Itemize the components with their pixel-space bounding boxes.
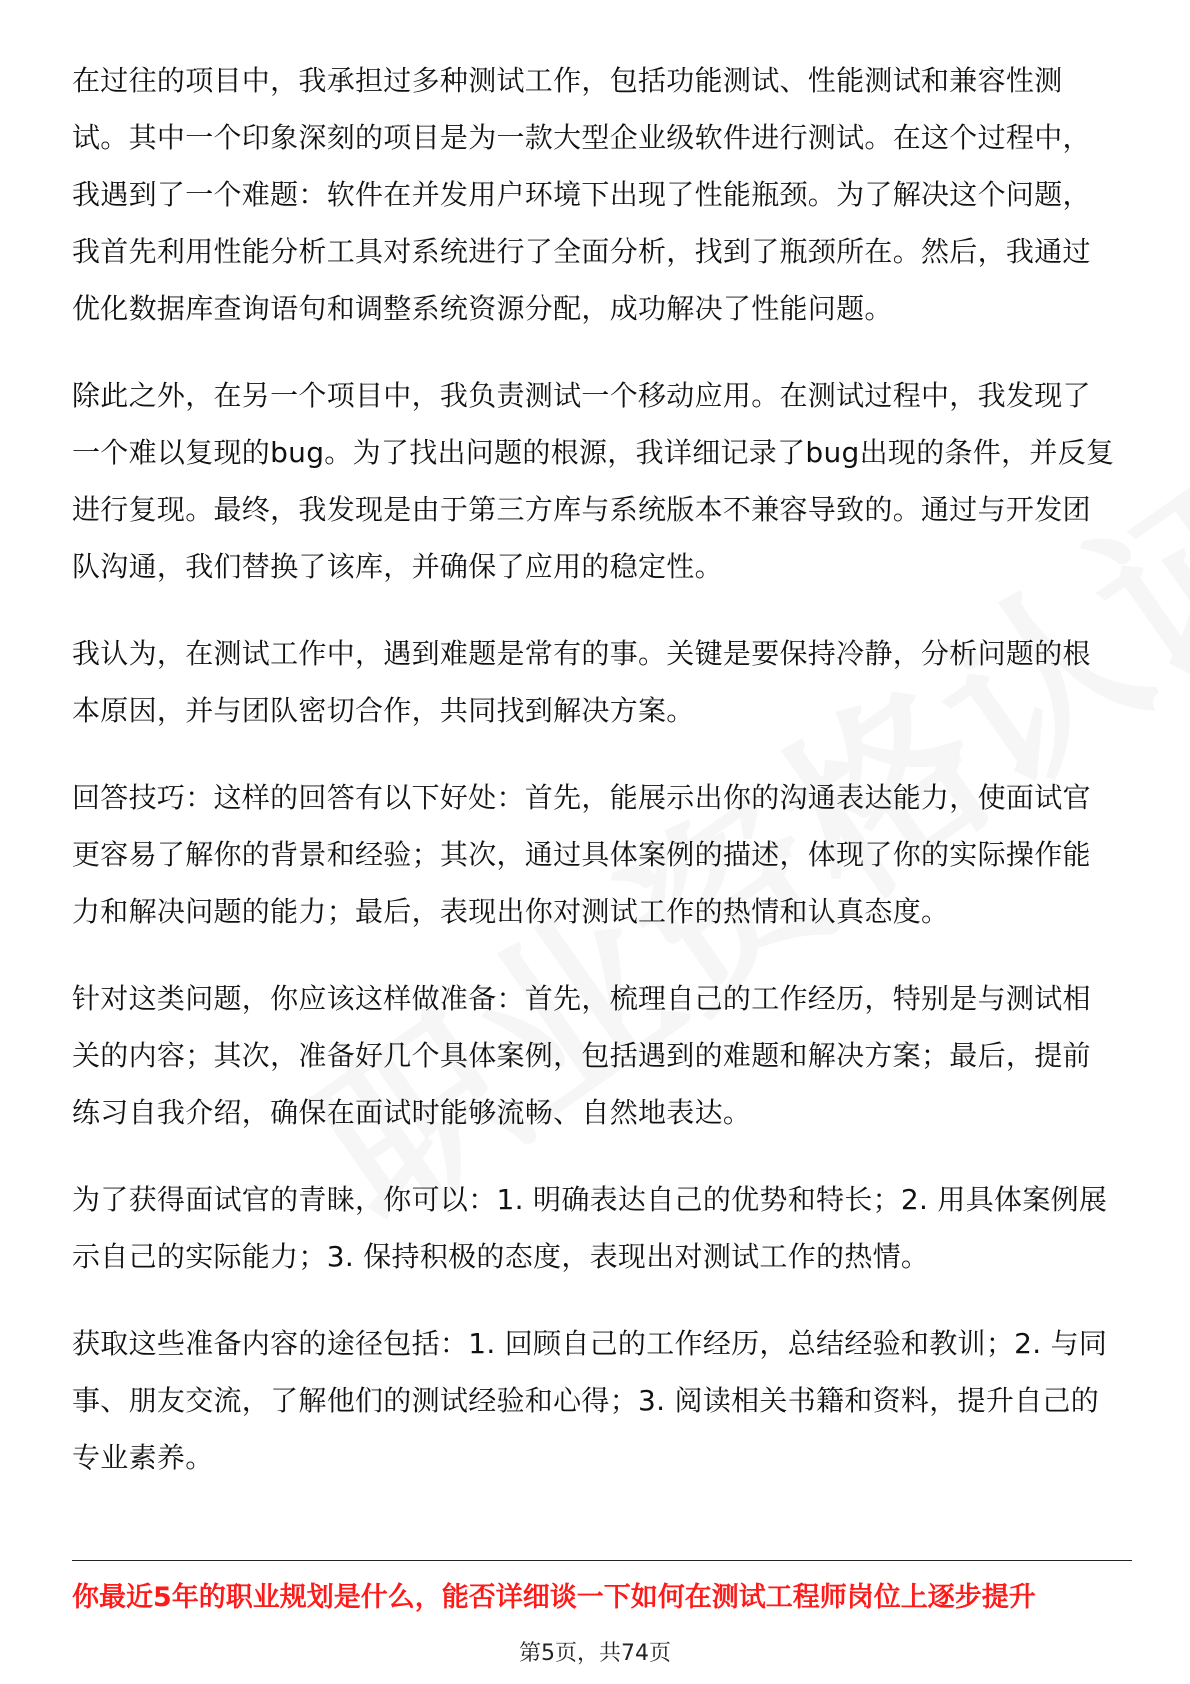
paragraph-2: 除此之外，在另一个项目中，我负责测试一个移动应用。在测试过程中，我发现了 一个难以复现的bug。为了找出问题的根源，我详细记录了bug出现的条件，并反复 进行复现。最终，我发现是由于第三方库与系统版本不兼容导致的。通过与开发团 队沟通，我们替换了该库，并确保了应用的稳定性。 (72, 379, 1115, 583)
paragraph-answer-tips: 回答技巧：这样的回答有以下好处：首先，能展示出你的沟通表达能力，使面试官 更容易了解你的背景和经验；其次，通过具体案例的描述，体现了你的实际操作能 力和解决问题的能力；最后，表现出你对测试工作的热情和认真态度。 (72, 781, 1091, 928)
document-body (72, 52, 1132, 1516)
paragraph-resources: 获取这些准备内容的途径包括：1. 回顾自己的工作经历，总结经验和教训；2. 与同 事、朋友交流，了解他们的测试经验和心得；3. 阅读相关书籍和资料，提升自己的 专业素养。 (72, 1327, 1108, 1474)
section-divider (72, 1560, 1132, 1561)
next-question-heading: 你最近5年的职业规划是什么，能否详细谈一下如何在测试工程师岗位上逐步提升 (72, 1582, 1036, 1613)
paragraph-1: 在过往的项目中，我承担过多种测试工作，包括功能测试、性能测试和兼容性测 试。其中一个印象深刻的项目是为一款大型企业级软件进行测试。在这个过程中， 我遇到了一个难题：软件在并发用户环境下出现了性能瓶颈。为了解决这个问题， 我首先利用性能分析工具对系统进行了全面分析，找到了瓶颈所在。然后，我通过 优化数据库查询语句和调整系统资源分配，成功解决了性能问题。 (72, 64, 1091, 325)
paragraph-preparation: 针对这类问题，你应该这样做准备：首先，梳理自己的工作经历，特别是与测试相 关的内容；其次，准备好几个具体案例，包括遇到的难题和解决方案；最后，提前 练习自我介绍，确保在面试时能够流畅、自然地表达。 (72, 982, 1091, 1129)
paragraph-3: 我认为，在测试工作中，遇到难题是常有的事。关键是要保持冷静，分析问题的根 本原因，并与团队密切合作，共同找到解决方案。 (72, 637, 1091, 727)
page-number: 第5页，共74页 (519, 1641, 671, 1666)
paragraph-impress-interviewer: 为了获得面试官的青睐，你可以：1. 明确表达自己的优势和特长；2. 用具体案例展 示自己的实际能力；3. 保持积极的态度，表现出对测试工作的热情。 (72, 1183, 1108, 1273)
